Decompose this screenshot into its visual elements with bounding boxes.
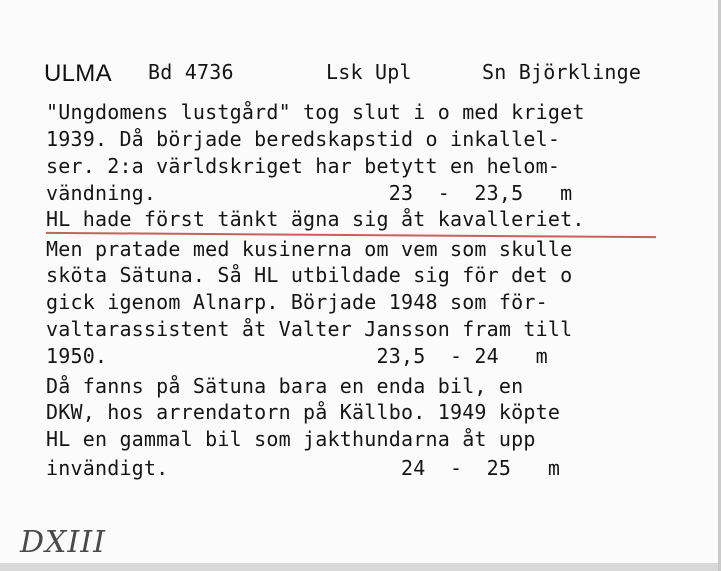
text-line: valtarassistent åt Valter Jansson fram till	[46, 317, 573, 341]
parish-name: Sn Björklinge	[482, 60, 642, 84]
document-number: Bd 4736	[148, 60, 234, 84]
handwritten-mark: DXIII	[20, 525, 106, 560]
text-line: 1950. 23,5 - 24 m	[46, 344, 548, 368]
text-line: 1939. Då började beredskapstid o inkallel-	[46, 127, 561, 151]
card-bottom-edge	[0, 563, 721, 571]
text-line: "Ungdomens lustgård" tog slut i o med kriget	[46, 100, 585, 124]
archive-code: ULMA	[44, 60, 112, 87]
text-line: Då fanns på Sätuna bara en enda bil, en	[46, 374, 524, 398]
text-line: sköta Sätuna. Så HL utbildade sig för det o	[46, 263, 573, 287]
text-line: invändigt. 24 - 25 m	[46, 456, 561, 480]
text-line: gick igenom Alnarp. Började 1948 som för-	[46, 290, 548, 314]
text-line: Men pratade med kusinerna om vem som skulle	[46, 237, 573, 261]
text-line: ser. 2:a världskriget har betytt en helom-	[46, 154, 561, 178]
county-code: Lsk Upl	[326, 60, 412, 84]
text-line: vändning. 23 - 23,5 m	[46, 181, 573, 205]
text-line: HL en gammal bil som jakthundarna åt upp	[46, 427, 536, 451]
text-line-underlined: HL hade först tänkt ägna sig åt kavalleriet.	[46, 207, 585, 231]
text-line: DKW, hos arrendatorn på Källbo. 1949 köpte	[46, 400, 561, 424]
